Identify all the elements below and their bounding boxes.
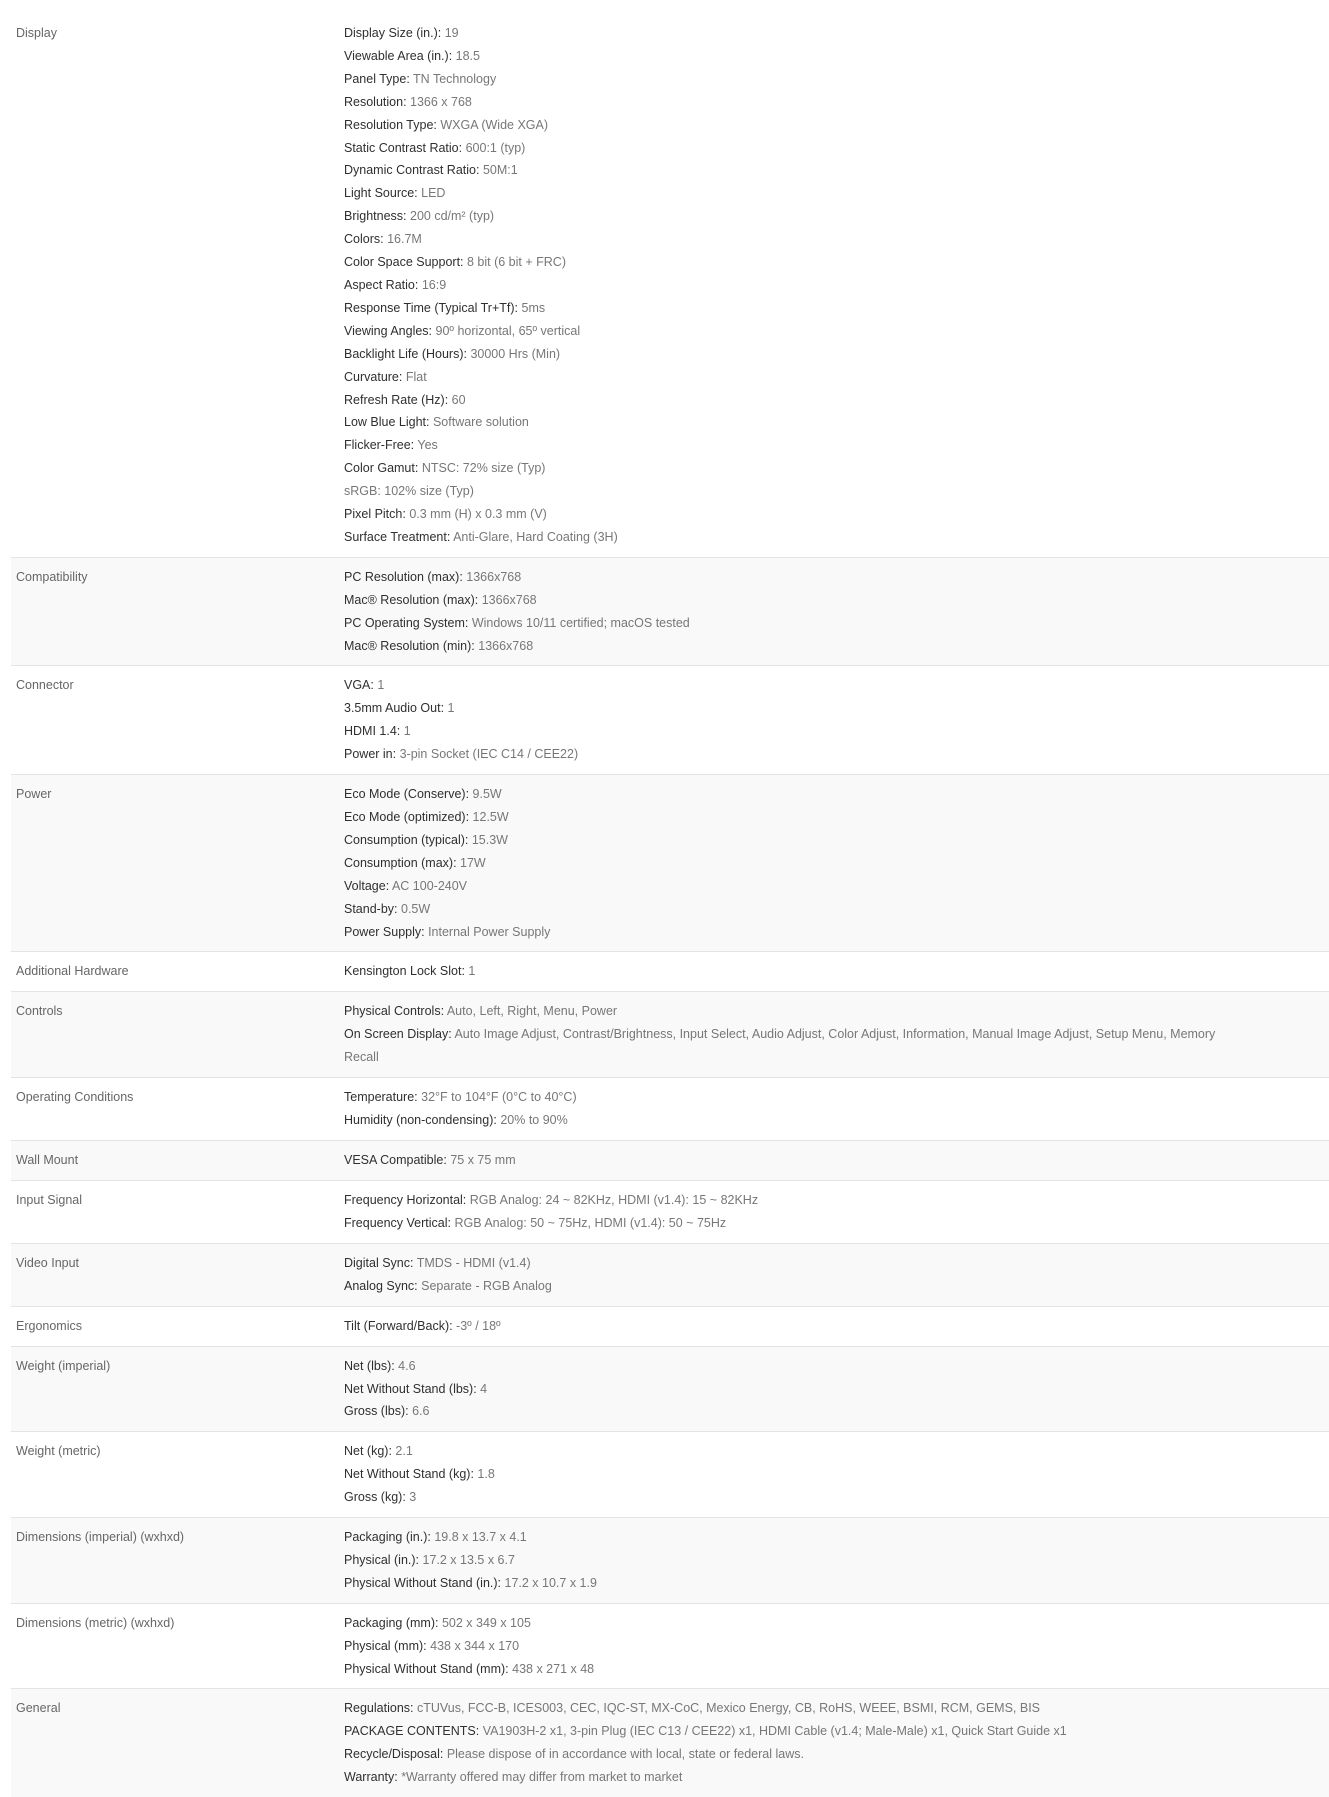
spec-item xyxy=(344,960,1219,983)
spec-item xyxy=(344,205,1219,228)
spec-value: Auto, Left, Right, Menu, Power xyxy=(444,1004,618,1019)
spec-item xyxy=(344,1463,1219,1486)
spec-key: Packaging (mm): xyxy=(344,1615,439,1630)
spec-item xyxy=(344,566,1219,589)
spec-key: PC Resolution (max): xyxy=(344,569,463,584)
spec-key: Physical Without Stand (in.): xyxy=(344,1575,502,1590)
spec-item xyxy=(344,503,1219,526)
spec-item xyxy=(344,1697,1219,1720)
section-items xyxy=(344,1252,1329,1298)
spec-key: VGA: xyxy=(344,678,374,693)
spec-item xyxy=(344,1743,1219,1766)
spec-value: 16.7M xyxy=(383,232,422,247)
spec-key: Net Without Stand (lbs): xyxy=(344,1381,477,1396)
spec-key: On Screen Display: xyxy=(344,1027,452,1042)
spec-item xyxy=(344,1086,1219,1109)
section-items xyxy=(344,1149,1329,1172)
spec-value: 50M:1 xyxy=(479,163,518,178)
section-label: Operating Conditions xyxy=(16,1090,134,1105)
spec-value: Internal Power Supply xyxy=(424,924,551,939)
spec-key: Eco Mode (Conserve): xyxy=(344,787,470,802)
spec-item xyxy=(344,1440,1219,1463)
spec-key: Gross (lbs): xyxy=(344,1404,409,1419)
spec-section xyxy=(11,1078,1329,1141)
spec-value: 16:9 xyxy=(418,277,447,292)
spec-key: Physical (mm): xyxy=(344,1638,427,1653)
spec-value: 17.2 x 10.7 x 1.9 xyxy=(501,1575,597,1590)
spec-value: RGB Analog: 50 ~ 75Hz, HDMI (v1.4): 50 ~ 75Hz xyxy=(451,1215,727,1230)
spec-key: Frequency Horizontal: xyxy=(344,1192,467,1207)
spec-value: 200 cd/m² (typ) xyxy=(406,209,495,224)
spec-key: Digital Sync: xyxy=(344,1255,414,1270)
section-label: Additional Hardware xyxy=(16,964,129,979)
spec-key: Regulations: xyxy=(344,1701,414,1716)
spec-item xyxy=(344,1315,1219,1338)
spec-section xyxy=(11,14,1329,558)
spec-item xyxy=(344,1720,1219,1743)
spec-section xyxy=(11,952,1329,992)
spec-item xyxy=(344,91,1219,114)
spec-section xyxy=(11,558,1329,667)
spec-value: 19 xyxy=(441,26,459,40)
spec-item xyxy=(344,852,1219,875)
spec-item xyxy=(344,1109,1219,1132)
spec-key: Power Supply: xyxy=(344,924,425,939)
spec-key: Color Space Support: xyxy=(344,255,464,270)
spec-key: Tilt (Forward/Back): xyxy=(344,1318,453,1333)
spec-section xyxy=(11,1181,1329,1244)
spec-item xyxy=(344,274,1219,297)
spec-item xyxy=(344,1378,1219,1401)
spec-value: cTUVus, FCC-B, ICES003, CEC, IQC-ST, MX-CoC, Mexico Energy, CB, RoHS, WEEE, BSMI, RCM, GEMS, BIS xyxy=(413,1701,1041,1716)
spec-item xyxy=(344,389,1219,412)
spec-key: Net (kg): xyxy=(344,1444,392,1459)
spec-section xyxy=(11,1689,1329,1797)
spec-item xyxy=(344,743,1219,766)
section-items xyxy=(344,1697,1329,1789)
section-label: Dimensions (imperial) (wxhxd) xyxy=(16,1530,185,1545)
spec-value: 60 xyxy=(448,392,466,407)
section-label: Controls xyxy=(16,1004,63,1019)
spec-key: Physical Without Stand (mm): xyxy=(344,1661,509,1676)
spec-value: 8 bit (6 bit + FRC) xyxy=(463,255,566,270)
spec-value: 600:1 (typ) xyxy=(462,140,526,155)
spec-value: 1 xyxy=(464,964,476,979)
spec-value: 1366x768 xyxy=(474,638,534,653)
spec-key: Kensington Lock Slot: xyxy=(344,964,465,979)
section-label: Ergonomics xyxy=(16,1318,82,1333)
spec-value: 17.2 x 13.5 x 6.7 xyxy=(419,1552,515,1567)
section-label: Connector xyxy=(16,678,74,693)
spec-item xyxy=(344,589,1219,612)
section-label: General xyxy=(16,1701,61,1716)
spec-item xyxy=(344,45,1219,68)
section-items xyxy=(344,1086,1329,1132)
spec-key: Viewing Angles: xyxy=(344,323,433,338)
spec-key: Physical (in.): xyxy=(344,1552,420,1567)
spec-value: *Warranty offered may differ from market to market xyxy=(397,1770,683,1785)
spec-key: Refresh Rate (Hz): xyxy=(344,392,449,407)
section-label: Video Input xyxy=(16,1255,80,1270)
spec-value: NTSC: 72% size (Typ) xyxy=(418,461,546,476)
section-label: Weight (metric) xyxy=(16,1444,101,1459)
section-items xyxy=(344,1526,1329,1595)
spec-item xyxy=(344,1486,1219,1509)
spec-key: PC Operating System: xyxy=(344,615,469,630)
spec-item xyxy=(344,457,1219,480)
spec-value: 1366 x 768 xyxy=(406,94,472,109)
spec-value: 32°F to 104°F (0°C to 40°C) xyxy=(417,1090,577,1105)
section-items xyxy=(344,783,1329,943)
spec-value: Yes xyxy=(414,438,438,453)
spec-item xyxy=(344,697,1219,720)
spec-key: Eco Mode (optimized): xyxy=(344,810,470,824)
spec-key: Stand-by: xyxy=(344,901,398,916)
spec-value: 4.6 xyxy=(394,1358,416,1373)
spec-item xyxy=(344,806,1219,829)
spec-key: Consumption (typical): xyxy=(344,832,469,847)
spec-key: Brightness: xyxy=(344,209,407,224)
spec-item xyxy=(344,1549,1219,1572)
spec-value: LED xyxy=(417,186,446,201)
section-items xyxy=(344,1315,1329,1338)
spec-item xyxy=(344,635,1219,658)
spec-item xyxy=(344,1355,1219,1378)
spec-section xyxy=(11,1141,1329,1181)
spec-key: Net (lbs): xyxy=(344,1358,395,1373)
spec-key: Display Size (in.): xyxy=(344,26,442,40)
spec-key: Flicker-Free: xyxy=(344,438,415,453)
spec-key: Power in: xyxy=(344,747,397,762)
spec-item xyxy=(344,783,1219,806)
spec-item xyxy=(344,526,1219,549)
spec-item xyxy=(344,1635,1219,1658)
spec-value: TN Technology xyxy=(409,71,497,86)
spec-key: Analog Sync: xyxy=(344,1278,418,1293)
spec-item xyxy=(344,1526,1219,1549)
section-label: Display xyxy=(16,26,57,40)
spec-key: Frequency Vertical: xyxy=(344,1215,451,1230)
spec-item xyxy=(344,114,1219,137)
spec-section xyxy=(11,1307,1329,1347)
spec-value: Windows 10/11 certified; macOS tested xyxy=(468,615,690,630)
spec-value: 5ms xyxy=(518,300,546,315)
spec-item xyxy=(344,434,1219,457)
section-items xyxy=(344,22,1329,549)
spec-item xyxy=(344,251,1219,274)
spec-item xyxy=(344,921,1219,944)
spec-key: Static Contrast Ratio: xyxy=(344,140,463,155)
spec-item xyxy=(344,1023,1219,1069)
spec-key: Packaging (in.): xyxy=(344,1530,431,1545)
section-label: Input Signal xyxy=(16,1192,83,1207)
spec-key: PACKAGE CONTENTS: xyxy=(344,1724,480,1739)
spec-item xyxy=(344,366,1219,389)
spec-section xyxy=(11,775,1329,952)
section-label: Wall Mount xyxy=(16,1152,79,1167)
spec-section xyxy=(11,1604,1329,1690)
spec-value: RGB Analog: 24 ~ 82KHz, HDMI (v1.4): 15 ~ 82KHz xyxy=(466,1192,759,1207)
spec-value: 1 xyxy=(373,678,385,693)
spec-item xyxy=(344,1189,1219,1212)
spec-item xyxy=(344,343,1219,366)
spec-key: Recycle/Disposal: xyxy=(344,1747,444,1762)
spec-value: Software solution xyxy=(429,415,529,430)
spec-section xyxy=(11,1244,1329,1307)
spec-value: 1366x768 xyxy=(478,592,537,607)
spec-key: Response Time (Typical Tr+Tf): xyxy=(344,300,519,315)
spec-key: VESA Compatible: xyxy=(344,1152,447,1167)
spec-value: 20% to 90% xyxy=(496,1113,568,1128)
spec-item xyxy=(344,829,1219,852)
spec-key: Backlight Life (Hours): xyxy=(344,346,467,361)
spec-section xyxy=(11,992,1329,1078)
spec-key: Net Without Stand (kg): xyxy=(344,1467,474,1482)
spec-value: TMDS - HDMI (v1.4) xyxy=(413,1255,531,1270)
spec-value: 19.8 x 13.7 x 4.1 xyxy=(430,1530,527,1545)
spec-value: 9.5W xyxy=(469,787,502,802)
spec-item xyxy=(344,68,1219,91)
spec-value: Auto Image Adjust, Contrast/Brightness, Input Select, Audio Adjust, Color Adjust, Information, Manual Image Adjust, Setup Menu, Memory Recall xyxy=(344,1027,1216,1065)
spec-item xyxy=(344,182,1219,205)
spec-key: Surface Treatment: xyxy=(344,529,451,544)
spec-item xyxy=(344,720,1219,743)
spec-item xyxy=(344,1275,1219,1298)
spec-key: Low Blue Light: xyxy=(344,415,430,430)
spec-key: 3.5mm Audio Out: xyxy=(344,701,445,716)
spec-value: sRGB: 102% size (Typ) xyxy=(344,484,474,499)
spec-value: 12.5W xyxy=(469,810,509,824)
spec-section xyxy=(11,1347,1329,1433)
spec-key: Aspect Ratio: xyxy=(344,277,419,292)
spec-key: Color Gamut: xyxy=(344,461,419,476)
spec-value: VA1903H-2 x1, 3-pin Plug (IEC C13 / CEE22) x1, HDMI Cable (v1.4; Male-Male) x1, Quick Start Guide x1 xyxy=(479,1724,1067,1739)
spec-value: 438 x 271 x 48 xyxy=(508,1661,595,1676)
spec-key: HDMI 1.4: xyxy=(344,724,401,739)
spec-key: Mac® Resolution (max): xyxy=(344,592,479,607)
spec-value: 1366x768 xyxy=(462,569,522,584)
spec-value: 438 x 344 x 170 xyxy=(426,1638,520,1653)
spec-item xyxy=(344,898,1219,921)
spec-value: 18.5 xyxy=(452,48,480,63)
spec-value: 75 x 75 mm xyxy=(446,1152,516,1167)
spec-key: Resolution: xyxy=(344,94,407,109)
spec-key: Temperature: xyxy=(344,1090,418,1105)
spec-item xyxy=(344,1658,1219,1681)
spec-value: 2.1 xyxy=(391,1444,413,1459)
spec-item xyxy=(344,612,1219,635)
spec-key: Physical Controls: xyxy=(344,1004,445,1019)
spec-key: Panel Type: xyxy=(344,71,410,86)
section-items xyxy=(344,674,1329,766)
spec-key: Warranty: xyxy=(344,1770,398,1785)
section-label: Weight (imperial) xyxy=(16,1358,111,1373)
section-items xyxy=(344,1000,1329,1069)
spec-table xyxy=(11,14,1329,1797)
spec-key: Voltage: xyxy=(344,878,390,893)
section-label: Compatibility xyxy=(16,569,88,584)
spec-key: Viewable Area (in.): xyxy=(344,48,453,63)
spec-value: -3º / 18º xyxy=(452,1318,501,1333)
spec-item xyxy=(344,320,1219,343)
spec-value: AC 100-240V xyxy=(389,878,468,893)
section-label: Dimensions (metric) (wxhxd) xyxy=(16,1615,175,1630)
spec-key: Mac® Resolution (min): xyxy=(344,638,475,653)
spec-value: 15.3W xyxy=(468,832,508,847)
spec-key: Consumption (max): xyxy=(344,855,457,870)
spec-item xyxy=(344,1149,1219,1172)
spec-key: Curvature: xyxy=(344,369,403,384)
spec-item xyxy=(344,1252,1219,1275)
spec-value: WXGA (Wide XGA) xyxy=(436,117,549,132)
spec-value: 4 xyxy=(476,1381,488,1396)
spec-value: 0.5W xyxy=(397,901,431,916)
spec-item xyxy=(344,1766,1219,1789)
spec-item xyxy=(344,674,1219,697)
spec-section xyxy=(11,666,1329,775)
section-items xyxy=(344,1355,1329,1424)
spec-key: Colors: xyxy=(344,232,384,247)
section-items xyxy=(344,1189,1329,1235)
spec-value: 6.6 xyxy=(408,1404,430,1419)
spec-item xyxy=(344,1212,1219,1235)
spec-value: Flat xyxy=(402,369,427,384)
spec-value: 0.3 mm (H) x 0.3 mm (V) xyxy=(405,507,547,522)
spec-value: 1 xyxy=(400,724,411,739)
section-items xyxy=(344,566,1329,658)
spec-item xyxy=(344,1572,1219,1595)
spec-item xyxy=(344,1612,1219,1635)
spec-item xyxy=(344,1400,1219,1423)
spec-section xyxy=(11,1432,1329,1518)
spec-value: 30000 Hrs (Min) xyxy=(466,346,561,361)
spec-value: 90º horizontal, 65º vertical xyxy=(432,323,581,338)
spec-item xyxy=(344,228,1219,251)
section-items xyxy=(344,1440,1329,1509)
spec-key: Humidity (non-condensing): xyxy=(344,1113,497,1128)
spec-value: 1.8 xyxy=(473,1467,495,1482)
spec-value: Please dispose of in accordance with local, state or federal laws. xyxy=(443,1747,804,1762)
spec-item xyxy=(344,480,1219,503)
spec-key: Resolution Type: xyxy=(344,117,437,132)
spec-value: 3-pin Socket (IEC C14 / CEE22) xyxy=(396,747,579,762)
spec-value: 3 xyxy=(405,1490,417,1505)
spec-value: 502 x 349 x 105 xyxy=(438,1615,531,1630)
spec-key: Dynamic Contrast Ratio: xyxy=(344,163,480,178)
spec-value: 1 xyxy=(444,701,455,716)
section-items xyxy=(344,1612,1329,1681)
spec-item xyxy=(344,297,1219,320)
spec-key: Light Source: xyxy=(344,186,418,201)
spec-item xyxy=(344,411,1219,434)
spec-item xyxy=(344,137,1219,160)
spec-item xyxy=(344,1000,1219,1023)
section-label: Power xyxy=(16,787,52,802)
section-items xyxy=(344,960,1329,983)
spec-key: Gross (kg): xyxy=(344,1490,406,1505)
spec-key: Pixel Pitch: xyxy=(344,507,406,522)
spec-value: Anti-Glare, Hard Coating (3H) xyxy=(450,529,618,544)
spec-value: Separate - RGB Analog xyxy=(417,1278,552,1293)
spec-item xyxy=(344,22,1219,45)
spec-item xyxy=(344,875,1219,898)
spec-value: 17W xyxy=(456,855,486,870)
spec-item xyxy=(344,159,1219,182)
spec-section xyxy=(11,1518,1329,1604)
